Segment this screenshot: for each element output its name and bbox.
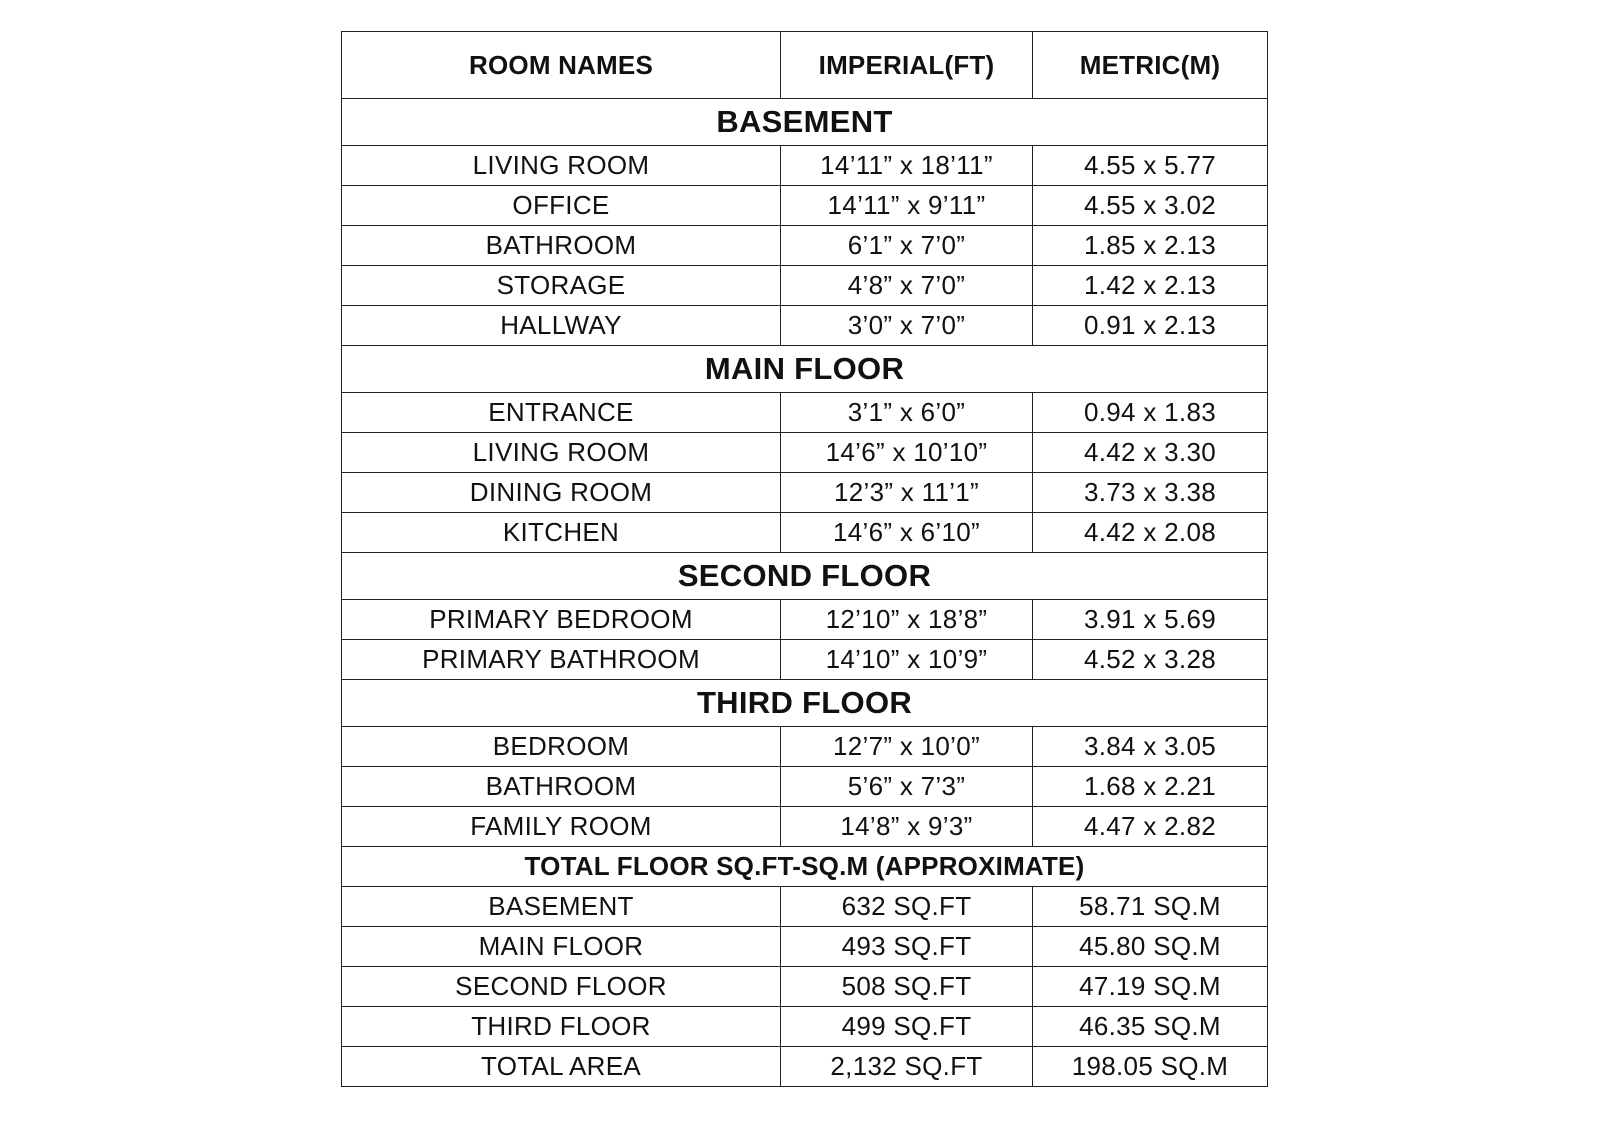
imperial-size-cell: 6’1” x 7’0”: [781, 226, 1033, 266]
room-name-cell: BATHROOM: [342, 767, 781, 807]
room-name-cell: HALLWAY: [342, 306, 781, 346]
room-name-cell: MAIN FLOOR: [342, 927, 781, 967]
metric-size-cell: 58.71 SQ.M: [1033, 887, 1268, 927]
room-name-cell: THIRD FLOOR: [342, 1007, 781, 1047]
metric-size-cell: 198.05 SQ.M: [1033, 1047, 1268, 1087]
imperial-size-cell: 14’10” x 10’9”: [781, 640, 1033, 680]
metric-size-cell: 4.52 x 3.28: [1033, 640, 1268, 680]
imperial-size-cell: 14’11” x 18’11”: [781, 146, 1033, 186]
section-header-second-floor: [342, 553, 1268, 600]
metric-size-cell: 4.42 x 3.30: [1033, 433, 1268, 473]
imperial-size-cell: 14’6” x 10’10”: [781, 433, 1033, 473]
table-row: [342, 640, 1268, 680]
table-body: [342, 99, 1268, 1087]
metric-size-cell: 4.55 x 3.02: [1033, 186, 1268, 226]
room-dimensions-sheet: [341, 31, 1267, 1087]
imperial-size-cell: 508 SQ.FT: [781, 967, 1033, 1007]
imperial-size-cell: 493 SQ.FT: [781, 927, 1033, 967]
section-title: BASEMENT: [342, 99, 1268, 146]
table-header-row: [342, 32, 1268, 99]
metric-size-cell: 1.85 x 2.13: [1033, 226, 1268, 266]
imperial-size-cell: 12’3” x 11’1”: [781, 473, 1033, 513]
metric-size-cell: 47.19 SQ.M: [1033, 967, 1268, 1007]
table-row: [342, 226, 1268, 266]
column-header-room-names: ROOM NAMES: [342, 32, 781, 99]
imperial-size-cell: 14’11” x 9’11”: [781, 186, 1033, 226]
room-name-cell: BEDROOM: [342, 727, 781, 767]
metric-size-cell: 4.42 x 2.08: [1033, 513, 1268, 553]
metric-size-cell: 4.55 x 5.77: [1033, 146, 1268, 186]
table-row: [342, 146, 1268, 186]
table-row: [342, 1047, 1268, 1087]
section-header-basement: [342, 99, 1268, 146]
room-name-cell: LIVING ROOM: [342, 146, 781, 186]
section-title: SECOND FLOOR: [342, 553, 1268, 600]
table-row: [342, 393, 1268, 433]
table-row: [342, 186, 1268, 226]
metric-size-cell: 3.73 x 3.38: [1033, 473, 1268, 513]
section-title: MAIN FLOOR: [342, 346, 1268, 393]
table-row: [342, 767, 1268, 807]
metric-size-cell: 0.94 x 1.83: [1033, 393, 1268, 433]
room-name-cell: TOTAL AREA: [342, 1047, 781, 1087]
section-header-totals: [342, 847, 1268, 887]
room-name-cell: BATHROOM: [342, 226, 781, 266]
imperial-size-cell: 632 SQ.FT: [781, 887, 1033, 927]
metric-size-cell: 3.91 x 5.69: [1033, 600, 1268, 640]
metric-size-cell: 46.35 SQ.M: [1033, 1007, 1268, 1047]
table-row: [342, 807, 1268, 847]
table-row: [342, 513, 1268, 553]
room-name-cell: OFFICE: [342, 186, 781, 226]
metric-size-cell: 1.42 x 2.13: [1033, 266, 1268, 306]
imperial-size-cell: 14’8” x 9’3”: [781, 807, 1033, 847]
room-name-cell: SECOND FLOOR: [342, 967, 781, 1007]
table-row: [342, 433, 1268, 473]
imperial-size-cell: 12’7” x 10’0”: [781, 727, 1033, 767]
table-row: [342, 727, 1268, 767]
column-header-imperial: IMPERIAL(FT): [781, 32, 1033, 99]
table-row: [342, 887, 1268, 927]
imperial-size-cell: 3’0” x 7’0”: [781, 306, 1033, 346]
room-dimensions-table: [341, 31, 1268, 1087]
imperial-size-cell: 499 SQ.FT: [781, 1007, 1033, 1047]
column-header-metric: METRIC(M): [1033, 32, 1268, 99]
room-name-cell: KITCHEN: [342, 513, 781, 553]
imperial-size-cell: 4’8” x 7’0”: [781, 266, 1033, 306]
room-name-cell: PRIMARY BATHROOM: [342, 640, 781, 680]
room-name-cell: STORAGE: [342, 266, 781, 306]
room-name-cell: PRIMARY BEDROOM: [342, 600, 781, 640]
table-row: [342, 266, 1268, 306]
metric-size-cell: 0.91 x 2.13: [1033, 306, 1268, 346]
table-row: [342, 967, 1268, 1007]
imperial-size-cell: 14’6” x 6’10”: [781, 513, 1033, 553]
metric-size-cell: 1.68 x 2.21: [1033, 767, 1268, 807]
section-header-third-floor: [342, 680, 1268, 727]
room-name-cell: LIVING ROOM: [342, 433, 781, 473]
imperial-size-cell: 3’1” x 6’0”: [781, 393, 1033, 433]
room-name-cell: BASEMENT: [342, 887, 781, 927]
table-row: [342, 600, 1268, 640]
section-header-main-floor: [342, 346, 1268, 393]
table-row: [342, 1007, 1268, 1047]
table-row: [342, 306, 1268, 346]
room-name-cell: ENTRANCE: [342, 393, 781, 433]
table-row: [342, 927, 1268, 967]
metric-size-cell: 4.47 x 2.82: [1033, 807, 1268, 847]
table-row: [342, 473, 1268, 513]
section-title: THIRD FLOOR: [342, 680, 1268, 727]
room-name-cell: FAMILY ROOM: [342, 807, 781, 847]
metric-size-cell: 45.80 SQ.M: [1033, 927, 1268, 967]
metric-size-cell: 3.84 x 3.05: [1033, 727, 1268, 767]
room-name-cell: DINING ROOM: [342, 473, 781, 513]
imperial-size-cell: 5’6” x 7’3”: [781, 767, 1033, 807]
imperial-size-cell: 2,132 SQ.FT: [781, 1047, 1033, 1087]
imperial-size-cell: 12’10” x 18’8”: [781, 600, 1033, 640]
section-title: TOTAL FLOOR SQ.FT-SQ.M (APPROXIMATE): [342, 847, 1268, 887]
